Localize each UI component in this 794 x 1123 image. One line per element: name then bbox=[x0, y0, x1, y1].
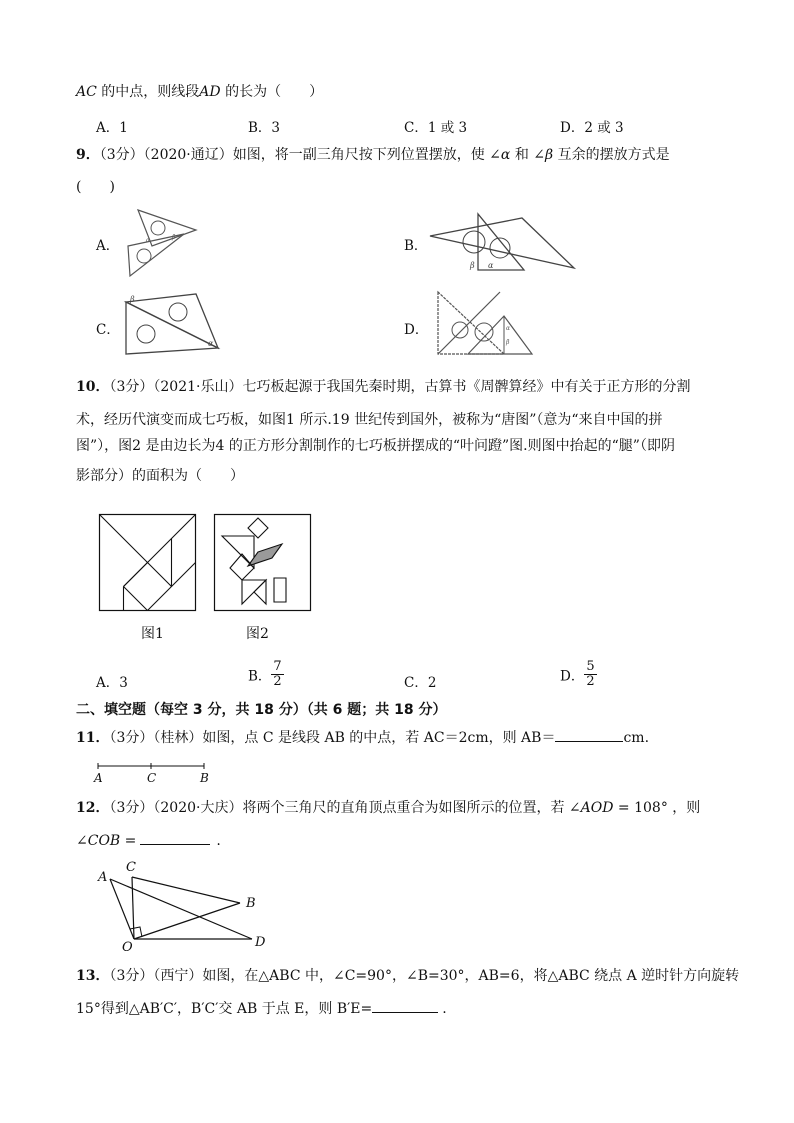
q12-text-a: （3分）（2020·大庆）将两个三角尺的直角顶点重合为如图所示的位置，若 ∠ bbox=[109, 800, 581, 816]
fig1-caption: 图1 bbox=[141, 626, 164, 642]
q12-stem-line1 bbox=[76, 798, 700, 818]
segment-ac: AC bbox=[76, 84, 97, 100]
q9-figure-d bbox=[428, 286, 538, 358]
q10-option-d-fraction bbox=[584, 660, 596, 689]
q13-text-line1: （3分）（西宁）如图，在△ABC 中，∠C=90°，∠B=30°，AB=6，将△ABC 绕点 A 逆时针方向旋转 bbox=[109, 968, 740, 984]
q8-text-b: 的中点，则线段 bbox=[96, 84, 200, 100]
q12-point-a: A bbox=[98, 870, 108, 885]
q11-point-b: B bbox=[200, 771, 209, 785]
q10-option-d-numerator: 5 bbox=[586, 659, 595, 674]
q8-option-c: C．1 或 3 bbox=[404, 120, 468, 136]
q9d-beta-label: β bbox=[506, 339, 510, 346]
q8-text-d: 的长为（ ） bbox=[220, 84, 324, 100]
q9-beta: β bbox=[545, 147, 554, 163]
q10-option-d-denominator: 2 bbox=[586, 674, 595, 689]
q9-stem-line2: ( ) bbox=[76, 179, 115, 195]
q12-angle-cob: COB bbox=[87, 833, 121, 849]
q11-text-a: （3分）（桂林）如图，点 C 是线段 AB 的中点，若 AC＝2cm，则 AB＝ bbox=[109, 730, 556, 746]
fig2-caption: 图2 bbox=[246, 626, 269, 642]
q11-answer-blank[interactable] bbox=[555, 727, 623, 742]
q8-option-d: D．2 或 3 bbox=[560, 120, 624, 136]
q12-stem-line2 bbox=[76, 830, 221, 851]
section-2-heading: 二、填空题（每空 3 分，共 18 分）（共 6 题；共 18 分） bbox=[76, 702, 447, 718]
q9-number: 9． bbox=[76, 147, 100, 163]
q10-option-b-numerator: 7 bbox=[273, 659, 282, 674]
q10-stem-line2: 术，经历代演变而成七巧板，如图1 所示.19 世纪传到国外，被称为“唐图”（意为“来自中国的拼 bbox=[76, 412, 663, 428]
q13-stem-line2 bbox=[76, 998, 447, 1019]
tangram-figure-2 bbox=[214, 514, 312, 612]
q10-text-line1: （3分）（2021·乐山）七巧板起源于我国先秦时期，古算书《周髀算经》中有关于正方形的分割 bbox=[109, 379, 691, 395]
q9-option-d: D． bbox=[404, 322, 429, 338]
q9-option-b: B． bbox=[404, 238, 428, 254]
q10-option-c: C．2 bbox=[404, 675, 437, 691]
q11-point-a: A bbox=[94, 771, 103, 785]
q9c-alpha-label: α bbox=[208, 339, 214, 348]
q10-option-b-fraction bbox=[271, 660, 283, 689]
q12-angle-symbol: ∠ bbox=[76, 833, 88, 849]
q10-stem-line4: 影部分）的面积为（ ） bbox=[76, 468, 244, 484]
q9-alpha: α bbox=[500, 147, 511, 163]
q9-option-c: C． bbox=[96, 322, 120, 338]
q13-answer-blank[interactable] bbox=[372, 998, 438, 1013]
q13-text-line2: 15°得到△AB′C′，B′C′交 AB 于点 E，则 B′E= bbox=[76, 1001, 373, 1017]
segment-ad: AD bbox=[199, 84, 221, 100]
q10-option-b bbox=[248, 660, 284, 689]
tangram-figure-1 bbox=[99, 514, 197, 612]
q8-option-b: B．3 bbox=[248, 120, 281, 136]
q11-segment-figure bbox=[94, 760, 214, 786]
q9a-alpha-label: α bbox=[146, 237, 151, 244]
q12-answer-blank[interactable] bbox=[140, 830, 210, 845]
q9d-alpha-label: α bbox=[506, 325, 511, 332]
q13-period: . bbox=[442, 1001, 447, 1017]
q12-point-c: C bbox=[126, 860, 136, 875]
q10-option-b-denominator: 2 bbox=[273, 674, 282, 689]
q9-option-a: A． bbox=[96, 238, 120, 254]
q12-period: . bbox=[216, 833, 221, 849]
q9c-beta-label: β bbox=[130, 295, 135, 304]
q12-angle-aod: AOD bbox=[580, 800, 614, 816]
q9-text-c: 互余的摆放方式是 bbox=[553, 147, 670, 163]
q9b-alpha-label: α bbox=[488, 261, 494, 270]
q9a-beta-label: β bbox=[172, 234, 176, 241]
q12-number: 12． bbox=[76, 800, 110, 816]
q12-triangles-figure bbox=[94, 855, 276, 955]
q10-option-a: A．3 bbox=[96, 675, 128, 691]
q9-figure-c bbox=[118, 292, 224, 356]
q12-equals: = bbox=[120, 833, 137, 849]
q10-option-d bbox=[560, 660, 597, 689]
q12-text-b: = 108° ，则 bbox=[613, 800, 701, 816]
q11-text-b: cm. bbox=[623, 730, 650, 746]
q8-stem-line bbox=[76, 82, 323, 102]
q13-number: 13． bbox=[76, 968, 110, 984]
q9-text-a: （3分）（2020·通辽）如图，将一副三角尺按下列位置摆放，使 ∠ bbox=[99, 147, 501, 163]
q10-stem-line3: 图”），图2 是由边长为4 的正方形分割制作的七巧板拼摆成的“叶问蹬”图.则图中抬起的“腿”（即阴 bbox=[76, 438, 675, 454]
q11-point-c: C bbox=[147, 771, 157, 785]
q9b-beta-label: β bbox=[470, 261, 475, 270]
q9-text-b: 和 ∠ bbox=[510, 147, 546, 163]
q9-figure-a bbox=[118, 206, 198, 278]
q10-number: 10． bbox=[76, 379, 110, 395]
q10-option-b-prefix: B． bbox=[248, 668, 272, 685]
q12-point-b: B bbox=[246, 896, 256, 911]
q12-point-o: O bbox=[122, 940, 133, 955]
q11-stem bbox=[76, 727, 649, 748]
q9-figure-b bbox=[428, 210, 578, 274]
q10-stem-line1 bbox=[76, 377, 690, 397]
q9-stem-line1 bbox=[76, 145, 670, 165]
q11-number: 11． bbox=[76, 730, 110, 746]
q13-stem-line1 bbox=[76, 966, 739, 986]
q8-option-a: A．1 bbox=[96, 120, 128, 136]
q10-option-d-prefix: D． bbox=[560, 668, 585, 685]
q12-point-d: D bbox=[255, 935, 266, 950]
